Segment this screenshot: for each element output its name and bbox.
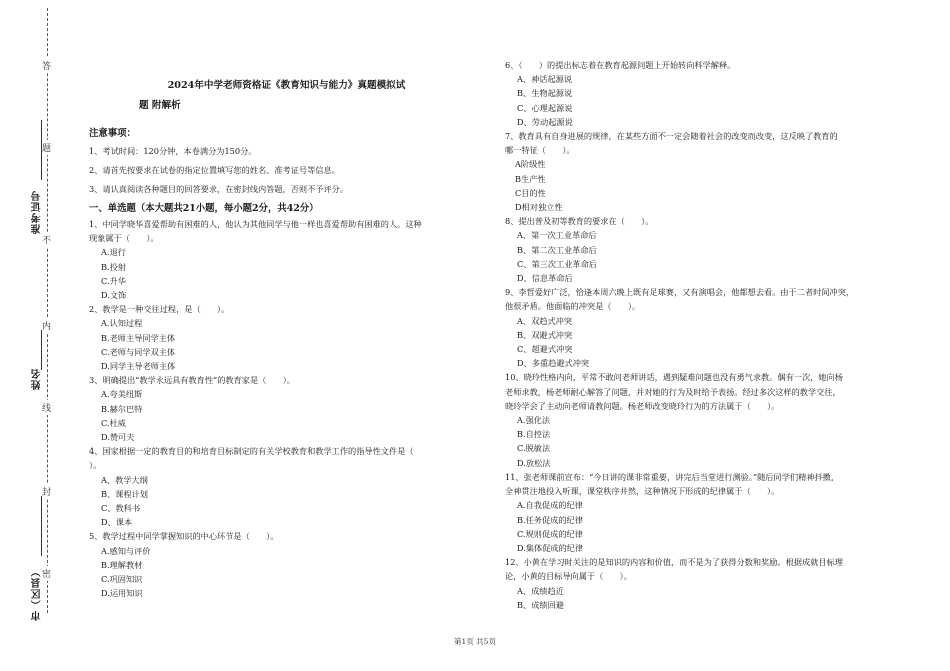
question-stem-line: 12、小黄在学习时关注的是知识的内容和价值，而不是为了获得分数和奖励。根据成就目标理 xyxy=(505,557,843,568)
question-stem-line: 8、提出普及初等教育的要求在（ ）。 xyxy=(505,216,654,227)
right-column xyxy=(505,58,910,612)
answer-option[interactable]: A、教学大纲 xyxy=(101,474,148,485)
field-name: 姓名 xyxy=(32,368,43,390)
section-heading: 一、单选题（本大题共21小题，每小题2分，共42分） xyxy=(89,203,319,214)
field-line-exam-number[interactable] xyxy=(41,120,42,180)
question-item xyxy=(505,129,910,214)
margin-word-mi: 密 xyxy=(42,566,51,581)
answer-option[interactable]: B.老师主导同学主体 xyxy=(101,332,176,343)
answer-option[interactable]: B、双避式冲突 xyxy=(517,329,573,340)
answer-option[interactable]: D.放松法 xyxy=(517,457,551,468)
question-list-left xyxy=(89,217,484,600)
field-line-name[interactable] xyxy=(41,330,42,370)
answer-option[interactable]: B生产性 xyxy=(515,173,546,184)
question-stem-line: 4、国家根据一定的教育目的和培育目标制定的有关学校教育和教学工作的指导性文件是（ xyxy=(89,446,414,457)
question-stem-line: 9、李哲爱好广泛，恰逢本周六晚上既有足球赛，又有演唱会，他都想去看。由于二者时间冲突， xyxy=(505,287,855,298)
margin-word-feng: 封 xyxy=(42,484,51,499)
question-item xyxy=(505,370,910,469)
left-column xyxy=(89,76,484,600)
answer-option[interactable]: B、生物起源说 xyxy=(517,88,573,99)
answer-option[interactable]: B、第二次工业革命后 xyxy=(517,244,597,255)
answer-option[interactable]: A阶级性 xyxy=(515,159,546,170)
notice-list xyxy=(89,142,484,199)
answer-option[interactable]: B、课程计划 xyxy=(101,488,148,499)
question-stem-line: ）。 xyxy=(89,460,102,471)
answer-option[interactable]: A、神话起源说 xyxy=(517,74,573,85)
answer-option[interactable]: B.理解教材 xyxy=(101,559,143,570)
title-line-2: 题 附解析 xyxy=(139,100,181,111)
question-stem-line: 10、晓玲性格内向，平常不敢问老师讲话，遇到疑难问题也没有勇气求教。偶有一次，她向杨 xyxy=(505,372,843,383)
answer-option[interactable]: A.感知与评价 xyxy=(101,545,151,556)
answer-option[interactable]: A、成绩趋近 xyxy=(517,585,564,596)
answer-option[interactable]: D、多重趋避式冲突 xyxy=(517,358,590,369)
answer-option[interactable]: A、第一次工业革命后 xyxy=(517,230,597,241)
notice-item: 3、请认真阅读各种题目的回答要求，在密封线内答题，否则不予评分。 xyxy=(89,184,349,194)
page-footer: 第1页 共5页 xyxy=(454,637,496,646)
field-exam-number: 准考证号 xyxy=(32,190,43,234)
question-item xyxy=(89,373,484,444)
answer-option[interactable]: A、双趋式冲突 xyxy=(517,315,573,326)
answer-option[interactable]: D.赞可夫 xyxy=(101,432,135,443)
answer-option[interactable]: C、超避式冲突 xyxy=(517,344,573,355)
answer-option[interactable]: C、心理起源说 xyxy=(517,102,573,113)
answer-option[interactable]: C.升华 xyxy=(101,275,126,286)
question-stem-line: 3、明确提出“教学永远具有教育性”的教育家是（ ）。 xyxy=(89,375,295,386)
question-item xyxy=(505,470,910,555)
answer-option[interactable]: D、劳动起源说 xyxy=(517,116,573,127)
page-title xyxy=(89,76,484,116)
question-stem-line: 2、教学是一种交往过程，是（ ）。 xyxy=(89,304,230,315)
question-item xyxy=(89,529,484,600)
answer-option[interactable]: D.文饰 xyxy=(101,290,127,301)
answer-option[interactable]: C.老师与同学双主体 xyxy=(101,346,176,357)
margin-word-da: 答 xyxy=(42,58,51,73)
answer-option[interactable]: D.集体促成的纪律 xyxy=(517,542,584,553)
margin-word-xian: 线 xyxy=(42,400,51,415)
answer-option[interactable]: C.杜威 xyxy=(101,417,126,428)
answer-option[interactable]: A.认知过程 xyxy=(101,318,143,329)
answer-option[interactable]: B.自控法 xyxy=(517,429,551,440)
answer-option[interactable]: B、成绩回避 xyxy=(517,599,564,610)
question-item xyxy=(505,555,910,612)
question-stem-line: 他很矛盾。他面临的冲突是（ ）。 xyxy=(505,301,641,312)
answer-option[interactable]: B.投射 xyxy=(101,261,126,272)
answer-option[interactable]: B.赫尔巴特 xyxy=(101,403,143,414)
answer-option[interactable]: C目的性 xyxy=(515,187,546,198)
question-list-right xyxy=(505,58,910,612)
answer-option[interactable]: D.同学主导老师主体 xyxy=(101,361,176,372)
question-stem-line: 11、张老师课前宣布：“今日讲的课非常重要，讲完后当堂进行测验。”随后同学们精神抖擞， xyxy=(505,471,840,482)
question-item xyxy=(89,444,484,529)
answer-option[interactable]: C.规则促成的纪律 xyxy=(517,528,583,539)
question-stem-line: 晓玲学会了主动向老师请教问题。杨老师改变晓玲行为的方法属于（ ）。 xyxy=(505,400,780,411)
answer-option[interactable]: D相对独立性 xyxy=(515,202,563,213)
title-line-1: 2024年中学老师资格证《教育知识与能力》真题模拟试 xyxy=(167,80,406,91)
field-district: 市（区县） xyxy=(32,566,43,621)
question-stem-line: 1、中同学晓华喜爱帮助有困难的人，他认为其他同学与他一样也喜爱帮助有困难的人。这种 xyxy=(89,219,422,229)
answer-option[interactable]: A.强化法 xyxy=(517,415,551,426)
field-line-district[interactable] xyxy=(41,496,42,556)
answer-option[interactable]: A.退行 xyxy=(101,247,126,258)
answer-option[interactable]: D.运用知识 xyxy=(101,588,143,599)
margin-word-bu: 不 xyxy=(42,232,51,247)
question-stem-line: 论，小黄的目标导向属于（ ）。 xyxy=(505,571,632,582)
question-item xyxy=(505,58,910,129)
answer-option[interactable]: B.任务促成的纪律 xyxy=(517,514,583,525)
question-item xyxy=(505,214,910,285)
margin-word-nei: 内 xyxy=(42,318,51,333)
answer-option[interactable]: C、教科书 xyxy=(101,503,141,514)
question-item xyxy=(89,217,484,302)
notice-item: 2、请首先按要求在试卷的指定位置填写您的姓名、准考证号等信息。 xyxy=(89,165,340,175)
question-stem-line: 7、教育具有自身进展的规律，在某些方面不一定会随着社会的改变而改变，这反映了教育的 xyxy=(505,131,838,142)
question-stem-line: 哪一特征（ ）。 xyxy=(505,145,575,156)
question-stem-line: 6、（ ）的提出标志着在教育起源问题上开始转向科学解释。 xyxy=(505,60,736,70)
notice-heading: 注意事项： xyxy=(89,128,136,139)
answer-option[interactable]: A.夸美纽斯 xyxy=(101,389,143,400)
notice-item: 1、考试时间：120分钟，本卷满分为150分。 xyxy=(89,146,257,156)
question-item xyxy=(505,285,910,370)
question-stem-line: 全神贯注地投入听课，课堂秩序井然，这种情况下形成的纪律属于（ ）。 xyxy=(505,486,780,497)
answer-option[interactable]: A.自我促成的纪律 xyxy=(517,500,583,511)
answer-option[interactable]: C、第三次工业革命后 xyxy=(517,258,597,269)
seal-dashed-line xyxy=(47,8,48,613)
question-stem-line: 老师求教，杨老师耐心解答了问题，并对她的行为及时给予表扬。经过多次这样的教学交往， xyxy=(505,386,841,397)
answer-option[interactable]: C.巩固知识 xyxy=(101,574,143,585)
answer-option[interactable]: D、信息革命后 xyxy=(517,273,573,284)
question-item xyxy=(89,302,484,373)
binding-margin xyxy=(0,0,70,671)
answer-option[interactable]: C.脱敏法 xyxy=(517,443,551,454)
question-stem-line: 5、教学过程中同学掌握知识的中心环节是（ ）。 xyxy=(89,531,279,542)
margin-word-ti: 题 xyxy=(42,140,51,155)
question-stem-line: 现象属于（ ）。 xyxy=(89,233,159,244)
answer-option[interactable]: D、课本 xyxy=(101,517,133,528)
